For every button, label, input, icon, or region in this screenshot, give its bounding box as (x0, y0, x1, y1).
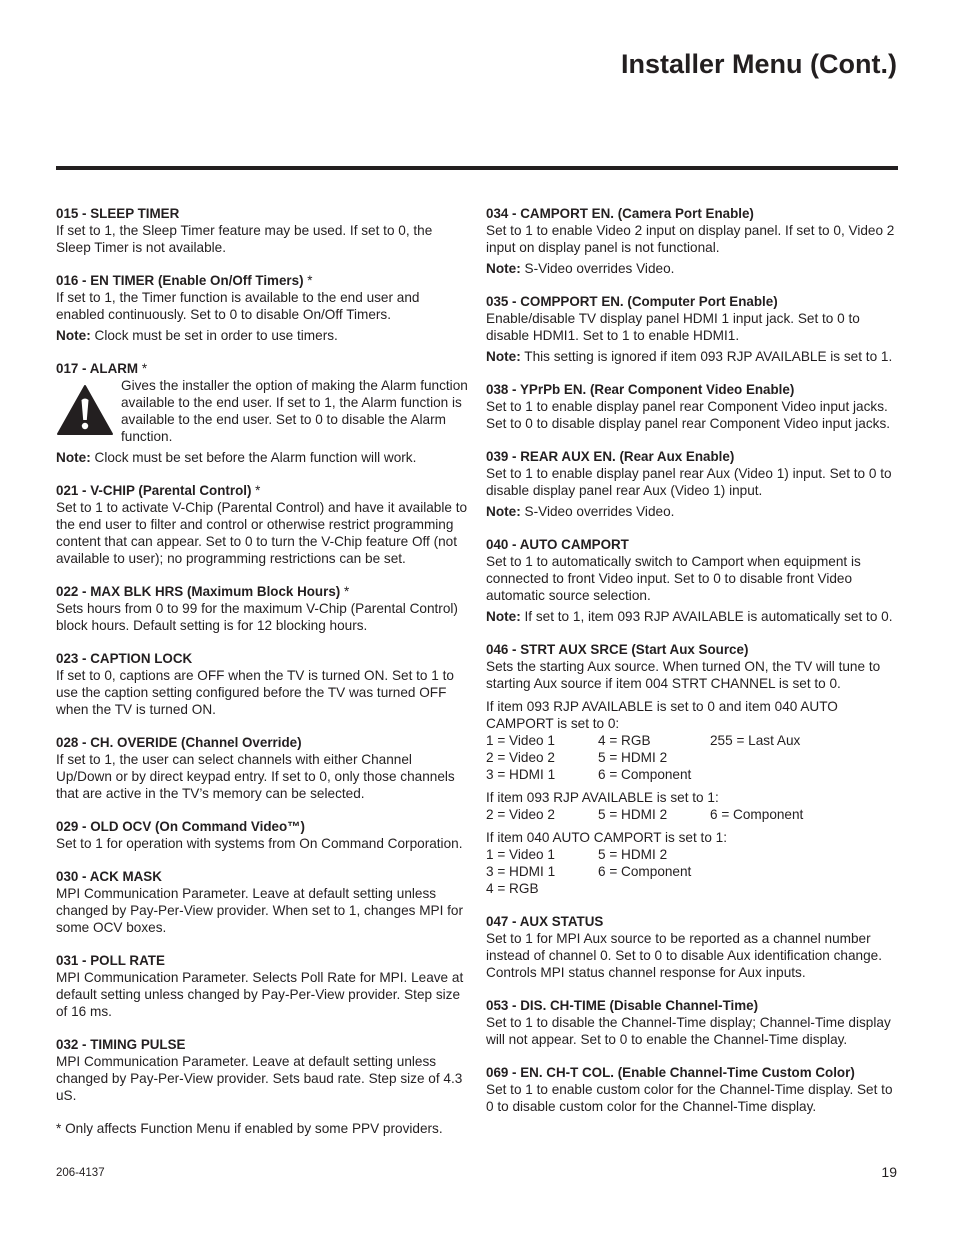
entry-069 (486, 1064, 900, 1115)
entry-title: 035 - COMPPORT EN. (Computer Port Enable) (486, 294, 778, 309)
entry-body: Set to 1 for MPI Aux source to be reported as a channel number instead of channel 0. Set to 0 to disable Aux identification change. Controls MPI status channel response for Aux inputs. (486, 931, 883, 980)
condition-text: If item 040 AUTO CAMPORT is set to 1: (486, 830, 727, 845)
entry-title: 040 - AUTO CAMPORT (486, 537, 629, 552)
entry-body: If set to 0, captions are OFF when the TV is turned ON. Set to 1 to use the caption setting configured before the TV was turned OFF when the TV is turned ON. (56, 668, 454, 717)
list-item: 255 = Last Aux (710, 733, 801, 748)
entry-body: If set to 1, the Sleep Timer feature may be used. If set to 0, the Sleep Timer is not available. (56, 223, 433, 255)
entry-note (486, 608, 900, 625)
entry-title: 029 - OLD OCV (On Command Video™) (56, 819, 305, 834)
entry-body: Gives the installer the option of making the Alarm function available to the end user. If set to 1, the Alarm function is available to the end user. Set to 0 to disable the Alarm function. (121, 378, 468, 444)
entry-body: MPI Communication Parameter. Leave at default setting unless changed by Pay-Per-View provider. Sets baud rate. Step size of 4.3 uS. (56, 1054, 463, 1103)
entry-039 (486, 448, 900, 520)
note-label: Note: (56, 328, 91, 343)
entry-031 (56, 952, 470, 1020)
entry-029 (56, 818, 470, 852)
header-rule (56, 166, 898, 170)
entry-title (56, 482, 470, 499)
right-column (486, 205, 900, 1131)
entry-017 (56, 360, 470, 466)
list-item: 2 = Video 2 (486, 750, 555, 765)
list-item: 6 = Component (598, 767, 692, 782)
entry-title: 032 - TIMING PULSE (56, 1037, 186, 1052)
left-column (56, 205, 470, 1151)
entry-030 (56, 868, 470, 936)
note-text: Clock must be set in order to use timers. (90, 328, 338, 343)
source-list (486, 806, 900, 823)
entry-title: 046 - STRT AUX SRCE (Start Aux Source) (486, 642, 749, 657)
list-item (710, 846, 820, 863)
entry-016 (56, 272, 470, 344)
asterisk-marker: * (303, 273, 313, 288)
note-label: Note: (486, 261, 521, 276)
entry-title: 034 - CAMPORT EN. (Camera Port Enable) (486, 206, 754, 221)
note-text: S-Video overrides Video. (520, 261, 675, 276)
note-label: Note: (486, 609, 521, 624)
entry-title-text: 016 - EN TIMER (Enable On/Off Timers) (56, 273, 304, 288)
entry-note (56, 449, 470, 466)
list-item: 1 = Video 1 (486, 847, 555, 862)
entry-body: Set to 1 to enable display panel rear Aux (Video 1) input. Set to 0 to disable display panel rear Aux (Video 1) input. (486, 466, 892, 498)
entry-title: 038 - YPrPb EN. (Rear Component Video Enable) (486, 382, 795, 397)
source-list (486, 732, 900, 783)
entry-body: Sets the starting Aux source. When turned ON, the TV will tune to starting Aux source if item 004 STRT CHANNEL is set to 0. (486, 659, 881, 691)
entry-040 (486, 536, 900, 625)
entry-body: MPI Communication Parameter. Selects Poll Rate for MPI. Leave at default setting unless changed by Pay-Per-View provider. Step size of 16 ms. (56, 970, 464, 1019)
entry-015 (56, 205, 470, 256)
list-item: 6 = Component (710, 807, 804, 822)
entry-034 (486, 205, 900, 277)
entry-body: Enable/disable TV display panel HDMI 1 input jack. Set to 0 to disable HDMI1. Set to 1 to enable HDMI1. (486, 311, 860, 343)
list-item: 5 = HDMI 2 (598, 807, 668, 822)
list-item: 2 = Video 2 (486, 807, 555, 822)
entry-title: 047 - AUX STATUS (486, 914, 604, 929)
entry-title (56, 360, 470, 377)
note-text: This setting is ignored if item 093 RJP AVAILABLE is set to 1. (520, 349, 893, 364)
entry-note (486, 503, 900, 520)
entry-note (56, 327, 470, 344)
condition-text: If item 093 RJP AVAILABLE is set to 0 and item 040 AUTO CAMPORT is set to 0: (486, 699, 838, 731)
entry-038 (486, 381, 900, 432)
entry-032 (56, 1036, 470, 1104)
entry-title-text: 021 - V-CHIP (Parental Control) (56, 483, 252, 498)
entry-body: If set to 1, the Timer function is available to the end user and enabled continuously. Set to 0 to disable On/Off Timers. (56, 290, 420, 322)
entry-body: Set to 1 to enable display panel rear Component Video input jacks. Set to 0 to disable display panel rear Component Video input jacks. (486, 399, 891, 431)
list-item: 4 = RGB (486, 881, 539, 896)
list-item: 5 = HDMI 2 (598, 847, 668, 862)
asterisk-marker: * (251, 483, 261, 498)
entry-body: Set to 1 to enable custom color for the Channel-Time display. Set to 0 to disable custom color for the Channel-Time display. (486, 1082, 893, 1114)
entry-053 (486, 997, 900, 1048)
entry-title: 031 - POLL RATE (56, 953, 165, 968)
entry-023 (56, 650, 470, 718)
entry-021 (56, 482, 470, 567)
entry-body: Set to 1 to disable the Channel-Time display; Channel-Time display will not appear. Set to 0 to enable the Channel-Time display. (486, 1015, 891, 1047)
alarm-row (56, 377, 470, 445)
list-item (710, 749, 820, 766)
note-label: Note: (486, 349, 521, 364)
list-item (710, 880, 820, 897)
asterisk-marker: * (340, 584, 350, 599)
entry-028 (56, 734, 470, 802)
list-item: 4 = RGB (598, 733, 651, 748)
entry-046 (486, 641, 900, 897)
footnote: * Only affects Function Menu if enabled by some PPV providers. (56, 1121, 443, 1136)
entry-title-text: 017 - ALARM (56, 361, 139, 376)
asterisk-marker: * (138, 361, 148, 376)
list-item (598, 880, 710, 897)
warning-triangle-icon (56, 377, 121, 440)
page-number: 19 (881, 1164, 897, 1180)
document-number: 206-4137 (56, 1167, 105, 1179)
list-item (710, 863, 820, 880)
entry-title (56, 272, 470, 289)
entry-title: 015 - SLEEP TIMER (56, 206, 180, 221)
entry-047 (486, 913, 900, 981)
list-item: 5 = HDMI 2 (598, 750, 668, 765)
note-text: If set to 1, item 093 RJP AVAILABLE is automatically set to 0. (520, 609, 893, 624)
note-text: S-Video overrides Video. (520, 504, 675, 519)
entry-note (486, 260, 900, 277)
entry-body: MPI Communication Parameter. Leave at default setting unless changed by Pay-Per-View provider. When set to 1, changes MPI for some OCV boxes. (56, 886, 464, 935)
entry-title: 069 - EN. CH-T COL. (Enable Channel-Time Custom Color) (486, 1065, 855, 1080)
entry-body: Set to 1 to automatically switch to Camport when equipment is connected to front Video input. Set to 0 to disable front Video automatic source selection. (486, 554, 861, 603)
list-item: 3 = HDMI 1 (486, 767, 556, 782)
entry-035 (486, 293, 900, 365)
entry-body: Set to 1 to activate V-Chip (Parental Control) and have it available to the end user to filter and control or otherwise restrict programming content that can appear. Set to 0 to turn the V-Chip feature Off (not available to user); no programming restrictions can be set. (56, 500, 468, 566)
entry-body: If set to 1, the user can select channels with either Channel Up/Down or by direct keypad entry. If set to 0, only those channels that are active in the TV’s memory can be selected. (56, 752, 455, 801)
entry-title: 023 - CAPTION LOCK (56, 651, 193, 666)
entry-title-text: 022 - MAX BLK HRS (Maximum Block Hours) (56, 584, 341, 599)
note-label: Note: (56, 450, 91, 465)
list-item (710, 766, 820, 783)
list-item: 3 = HDMI 1 (486, 864, 556, 879)
condition-text: If item 093 RJP AVAILABLE is set to 1: (486, 790, 719, 805)
list-item: 6 = Component (598, 864, 692, 879)
entry-title: 028 - CH. OVERIDE (Channel Override) (56, 735, 302, 750)
entry-title: 030 - ACK MASK (56, 869, 162, 884)
entry-title: 053 - DIS. CH-TIME (Disable Channel-Time) (486, 998, 759, 1013)
entry-title (56, 583, 470, 600)
entry-body: Set to 1 to enable Video 2 input on display panel. If set to 0, Video 2 input on display panel is not functional. (486, 223, 895, 255)
entry-022 (56, 583, 470, 634)
page-title: Installer Menu (Cont.) (621, 49, 897, 79)
entry-body: Set to 1 for operation with systems from On Command Corporation. (56, 836, 463, 851)
note-text: Clock must be set before the Alarm function will work. (90, 450, 417, 465)
entry-title: 039 - REAR AUX EN. (Rear Aux Enable) (486, 449, 735, 464)
list-item: 1 = Video 1 (486, 733, 555, 748)
note-label: Note: (486, 504, 521, 519)
entry-body: Sets hours from 0 to 99 for the maximum V-Chip (Parental Control) block hours. Default setting is for 12 blocking hours. (56, 601, 458, 633)
entry-note (486, 348, 900, 365)
source-list (486, 846, 900, 897)
